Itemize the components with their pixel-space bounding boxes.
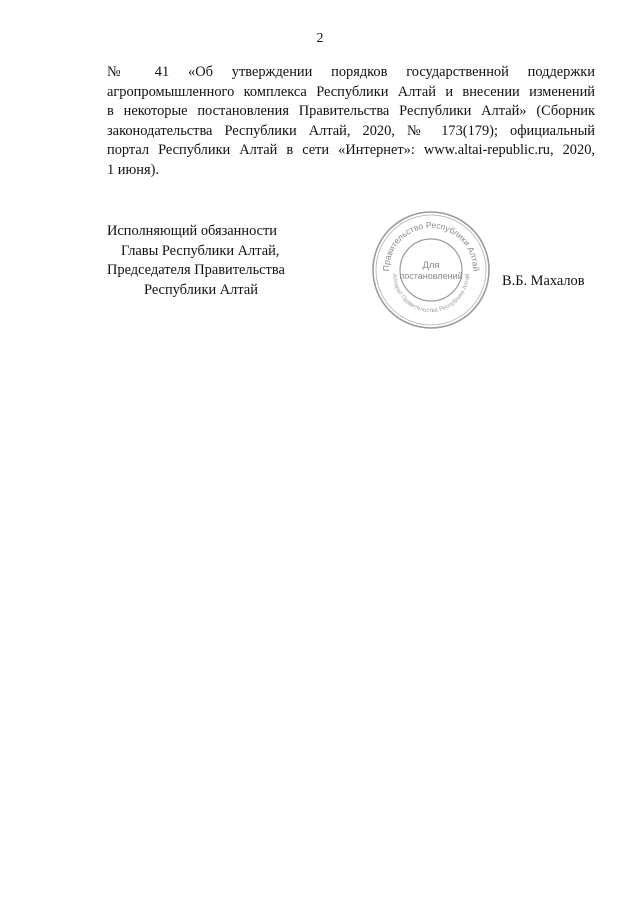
signatory-title (107, 222, 307, 300)
stamp-center-line1: Для (422, 260, 440, 271)
stamp-seal (369, 208, 493, 332)
signatory-title-line: Исполняющий обязанности (107, 223, 278, 239)
signatory-title-line: Главы Республики Алтай, (121, 242, 280, 259)
signer-name: В.Б. Махалов (502, 273, 585, 289)
stamp-center-line2: постановлений (399, 271, 463, 281)
signatory-title-line: Председателя Правительства (107, 262, 285, 279)
body-line: № 41 «Об утверждении порядков государственной поддержки (107, 64, 595, 80)
stamp-bottom-text: Аппарат Правительства Республики Алтай (390, 273, 472, 315)
body-line: портал Республики Алтай в сети «Интернет»: www.altai-republic.ru, 2020, (107, 142, 595, 159)
document-body (107, 63, 595, 181)
body-line: в некоторые постановления Правительства Республики Алтай» (Сборник (107, 103, 595, 120)
body-line: законодательства Республики Алтай, 2020, № 173(179); официальный (107, 122, 595, 139)
body-line: 1 июня). (107, 161, 159, 178)
signatory-title-line: Республики Алтай (144, 281, 258, 298)
stamp-outer-text: Правительство Республики Алтай (380, 219, 482, 272)
official-stamp (369, 208, 493, 332)
page-number: 2 (316, 31, 324, 46)
body-line: агропромышленного комплекса Республики Алтай и внесении изменений (107, 83, 595, 100)
